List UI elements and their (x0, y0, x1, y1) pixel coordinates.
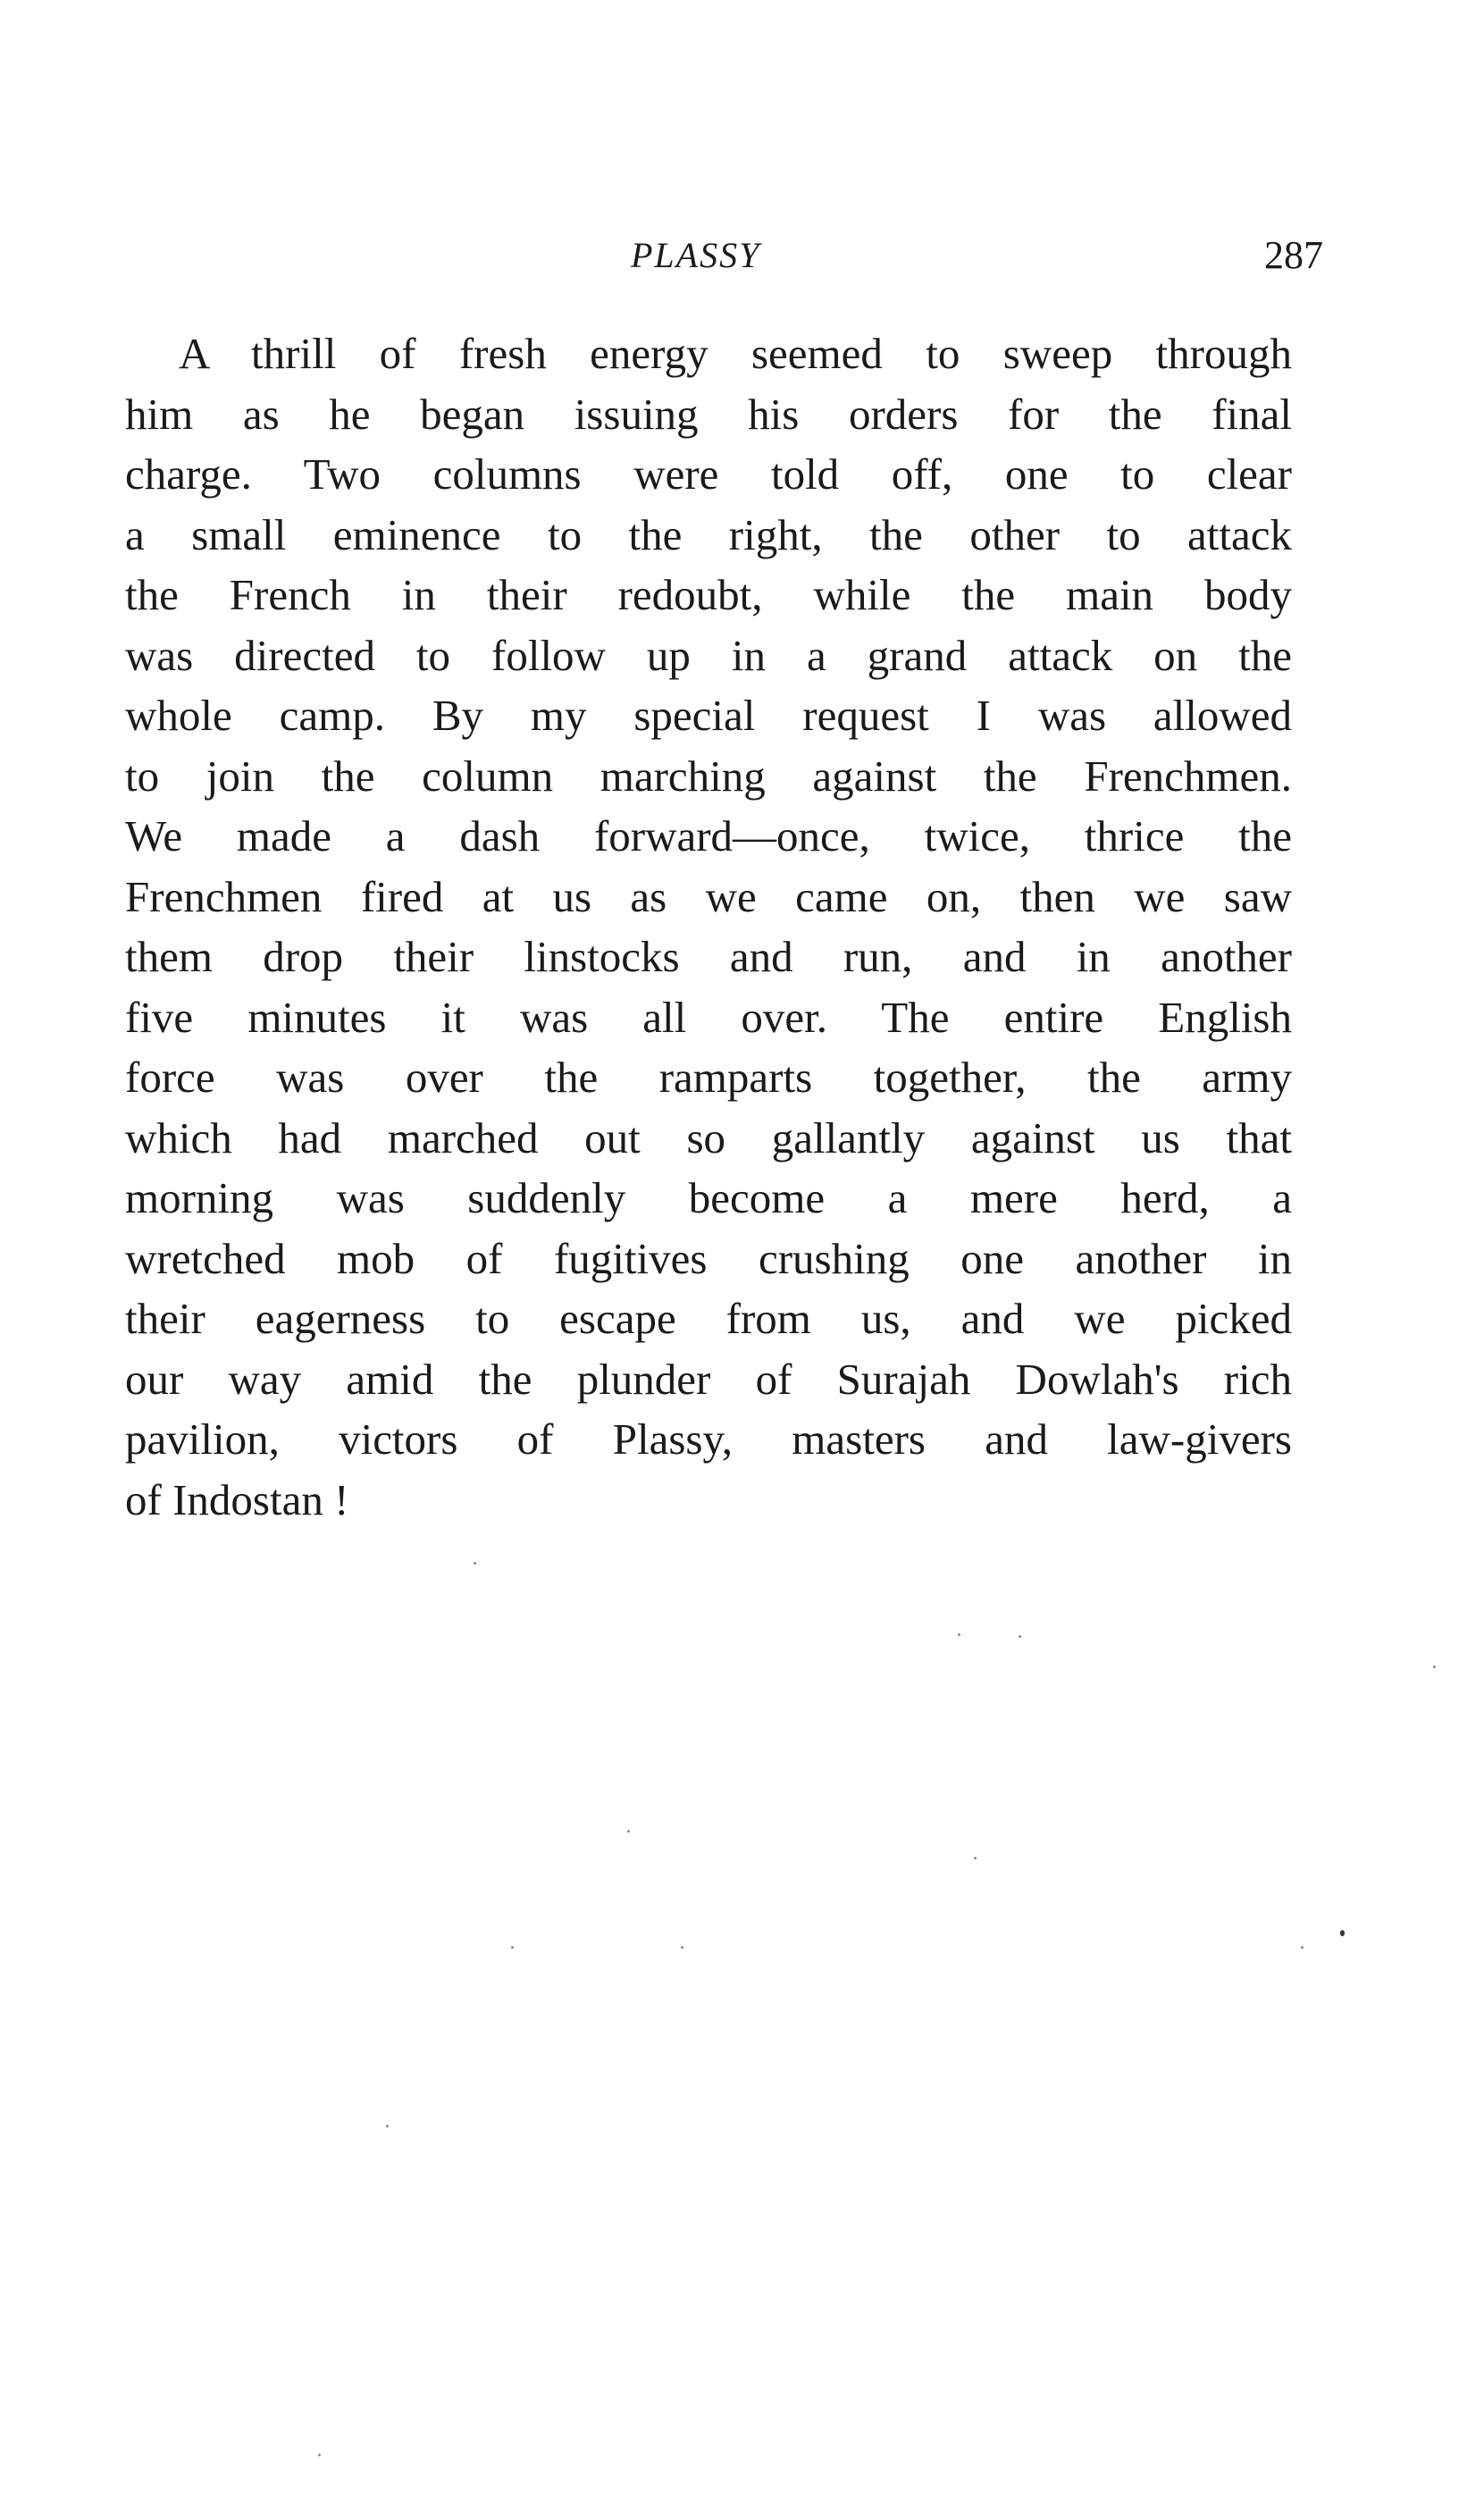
scan-speck (1433, 1666, 1436, 1668)
scan-speck (474, 1562, 476, 1565)
running-title: PLASSY (631, 235, 761, 275)
scan-speck (1340, 1930, 1345, 1936)
scan-speck (958, 1633, 960, 1636)
text-line: charge. Two columns were told off, one to clear (125, 449, 1292, 499)
text-line: was directed to follow up in a grand attack on the (125, 630, 1292, 680)
scan-speck (1019, 1635, 1021, 1638)
text-line: morning was suddenly become a mere herd, a (125, 1173, 1292, 1222)
scan-speck (318, 2454, 321, 2456)
text-line: a small eminence to the right, the other to attack (125, 509, 1292, 559)
text-line: their eagerness to escape from us, and we picked (125, 1294, 1292, 1343)
body-paragraph (125, 323, 1292, 1530)
scan-speck (386, 2125, 389, 2128)
text-line: five minutes it was all over. The entire English (125, 992, 1292, 1042)
text-line: the French in their redoubt, while the main body (125, 570, 1292, 619)
text-line: wretched mob of fugitives crushing one another in (125, 1233, 1292, 1283)
text-line: force was over the ramparts together, the army (125, 1053, 1292, 1102)
text-line: them drop their linstocks and run, and in another (125, 932, 1292, 981)
scan-speck (681, 1946, 683, 1949)
text-line: him as he began issuing his orders for the final (125, 389, 1292, 439)
text-line: pavilion, victors of Plassy, masters and law-givers (125, 1414, 1292, 1464)
scan-speck (627, 1830, 630, 1833)
text-line: Frenchmen fired at us as we came on, then we saw (125, 871, 1292, 921)
scan-speck (511, 1946, 514, 1949)
text-line: of Indostan ! (125, 1474, 349, 1524)
text-line: to join the column marching against the Frenchmen. (125, 751, 1292, 801)
text-line: whole camp. By my special request I was allowed (125, 691, 1292, 740)
scan-speck (974, 1857, 977, 1859)
text-line: A thrill of fresh energy seemed to sweep through (179, 329, 1292, 378)
text-line: our way amid the plunder of Surajah Dowlah's rich (125, 1354, 1292, 1404)
text-line: We made a dash forward—once, twice, thrice the (125, 811, 1292, 860)
page-number: 287 (1264, 233, 1323, 277)
text-line: which had marched out so gallantly against us that (125, 1112, 1292, 1162)
running-head (0, 229, 1484, 282)
scan-speck (1301, 1946, 1304, 1949)
